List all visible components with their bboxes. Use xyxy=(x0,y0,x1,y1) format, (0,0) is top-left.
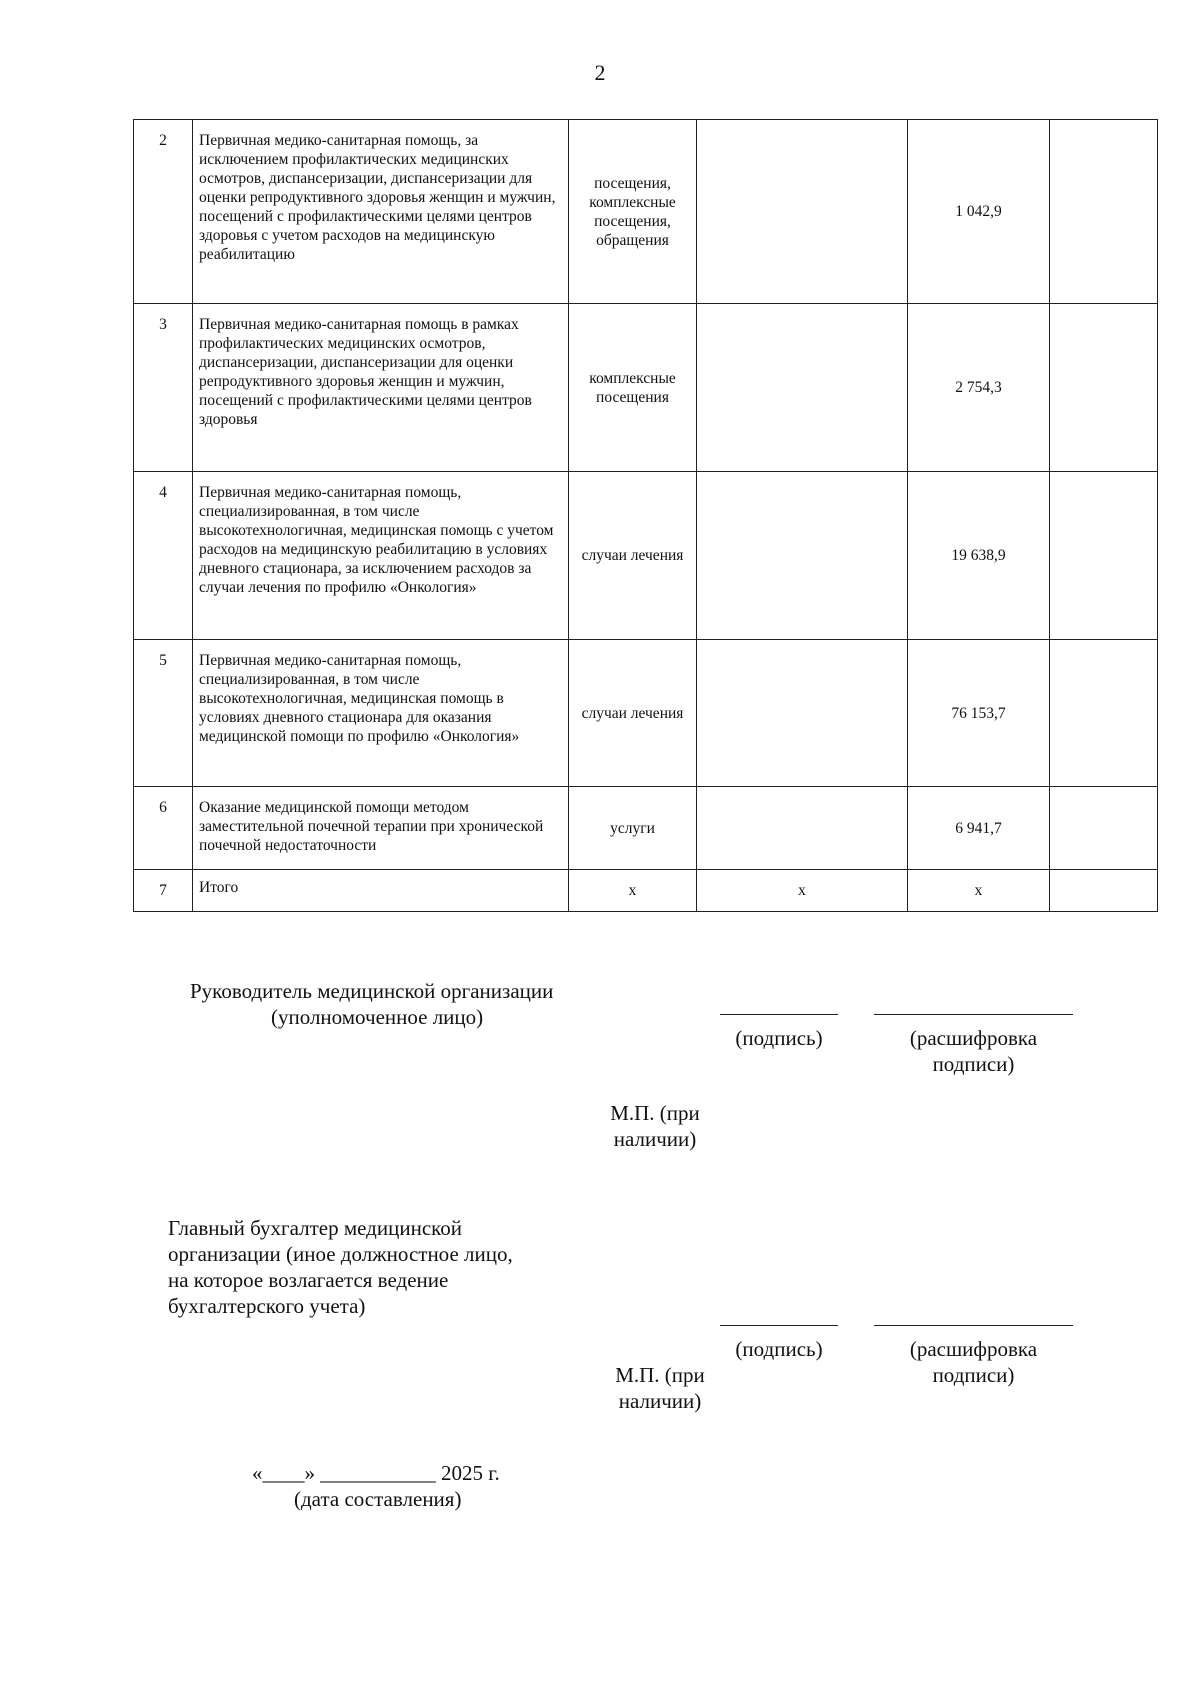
decode-line xyxy=(874,1014,1073,1015)
row-number: 6 xyxy=(134,787,193,870)
row-unit: услуги xyxy=(569,787,697,870)
row-col4 xyxy=(697,120,908,304)
row-value: 76 153,7 xyxy=(908,640,1050,787)
stamp-line2: наличии) xyxy=(613,1127,697,1151)
row-value: 19 638,9 xyxy=(908,472,1050,640)
row-col6 xyxy=(1050,120,1158,304)
table-row-total xyxy=(134,870,1158,912)
page-number: 2 xyxy=(594,60,606,85)
decode-caption-line2: подписи) xyxy=(932,1363,1015,1387)
row-unit: x xyxy=(569,870,697,912)
row-name: Итого xyxy=(193,870,569,912)
date-line: «____» ___________ 2025 г. xyxy=(252,1461,500,1485)
row-number: 2 xyxy=(134,120,193,304)
row-number: 4 xyxy=(134,472,193,640)
row-value: 6 941,7 xyxy=(908,787,1050,870)
services-table xyxy=(133,119,1158,912)
row-col4 xyxy=(697,640,908,787)
table-row xyxy=(134,640,1158,787)
signature-line xyxy=(720,1325,838,1326)
row-value: x xyxy=(908,870,1050,912)
row-value: 1 042,9 xyxy=(908,120,1050,304)
row-col4 xyxy=(697,304,908,472)
stamp-line1: М.П. (при xyxy=(610,1101,700,1125)
accountant-title-line2: организации (иное должностное лицо, xyxy=(168,1242,513,1266)
row-unit: посещения, комплексные посещения, обращения xyxy=(569,120,697,304)
decode-caption-line1: (расшифровка xyxy=(909,1026,1038,1050)
decode-caption-line1: (расшифровка xyxy=(909,1337,1038,1361)
head-title-line1: Руководитель медицинской организации xyxy=(190,979,554,1003)
row-col6 xyxy=(1050,640,1158,787)
row-unit: комплексные посещения xyxy=(569,304,697,472)
table-row xyxy=(134,304,1158,472)
accountant-title-line4: бухгалтерского учета) xyxy=(168,1294,366,1318)
row-col4 xyxy=(697,472,908,640)
row-col6 xyxy=(1050,472,1158,640)
row-name: Первичная медико-санитарная помощь, специализированная, в том числе высокотехнологичная, медицинская помощь в условиях дневного стационара для оказания медицинской помощи по профилю «Онкология» xyxy=(193,640,569,787)
row-number: 5 xyxy=(134,640,193,787)
head-title-line2: (уполномоченное лицо) xyxy=(271,1005,484,1029)
accountant-title-line3: на которое возлагается ведение xyxy=(168,1268,449,1292)
row-col6 xyxy=(1050,304,1158,472)
row-number: 7 xyxy=(134,870,193,912)
table-row xyxy=(134,472,1158,640)
decode-caption-line2: подписи) xyxy=(932,1052,1015,1076)
row-col4: x xyxy=(697,870,908,912)
row-name: Первичная медико-санитарная помощь, специализированная, в том числе высокотехнологичная, медицинская помощь с учетом расходов на медицинскую реабилитацию в условиях дневного стационара, за исключением расходов за случаи лечения по профилю «Онкология» xyxy=(193,472,569,640)
decode-line xyxy=(874,1325,1073,1326)
stamp-line1: М.П. (при xyxy=(615,1363,705,1387)
row-unit: случаи лечения xyxy=(569,472,697,640)
date-caption: (дата составления) xyxy=(294,1487,462,1511)
row-name: Первичная медико-санитарная помощь в рамках профилактических медицинских осмотров, диспансеризации, диспансеризации для оценки репродуктивного здоровья женщин и мужчин, посещений с профилактическими целями центров здоровья xyxy=(193,304,569,472)
stamp-line2: наличии) xyxy=(618,1389,702,1413)
table-row xyxy=(134,787,1158,870)
row-name: Оказание медицинской помощи методом заместительной почечной терапии при хронической почечной недостаточности xyxy=(193,787,569,870)
signature-caption: (подпись) xyxy=(735,1026,823,1050)
signature-line xyxy=(720,1014,838,1015)
row-col6 xyxy=(1050,787,1158,870)
table-row xyxy=(134,120,1158,304)
row-unit: случаи лечения xyxy=(569,640,697,787)
row-col6 xyxy=(1050,870,1158,912)
signature-caption: (подпись) xyxy=(735,1337,823,1361)
row-name: Первичная медико-санитарная помощь, за исключением профилактических медицинских осмотров, диспансеризации, диспансеризации для оценки репродуктивного здоровья женщин и мужчин, посещений с профилактическими целями центров здоровья с учетом расходов на медицинскую реабилитацию xyxy=(193,120,569,304)
accountant-title-line1: Главный бухгалтер медицинской xyxy=(168,1216,463,1240)
row-value: 2 754,3 xyxy=(908,304,1050,472)
row-number: 3 xyxy=(134,304,193,472)
row-col4 xyxy=(697,787,908,870)
